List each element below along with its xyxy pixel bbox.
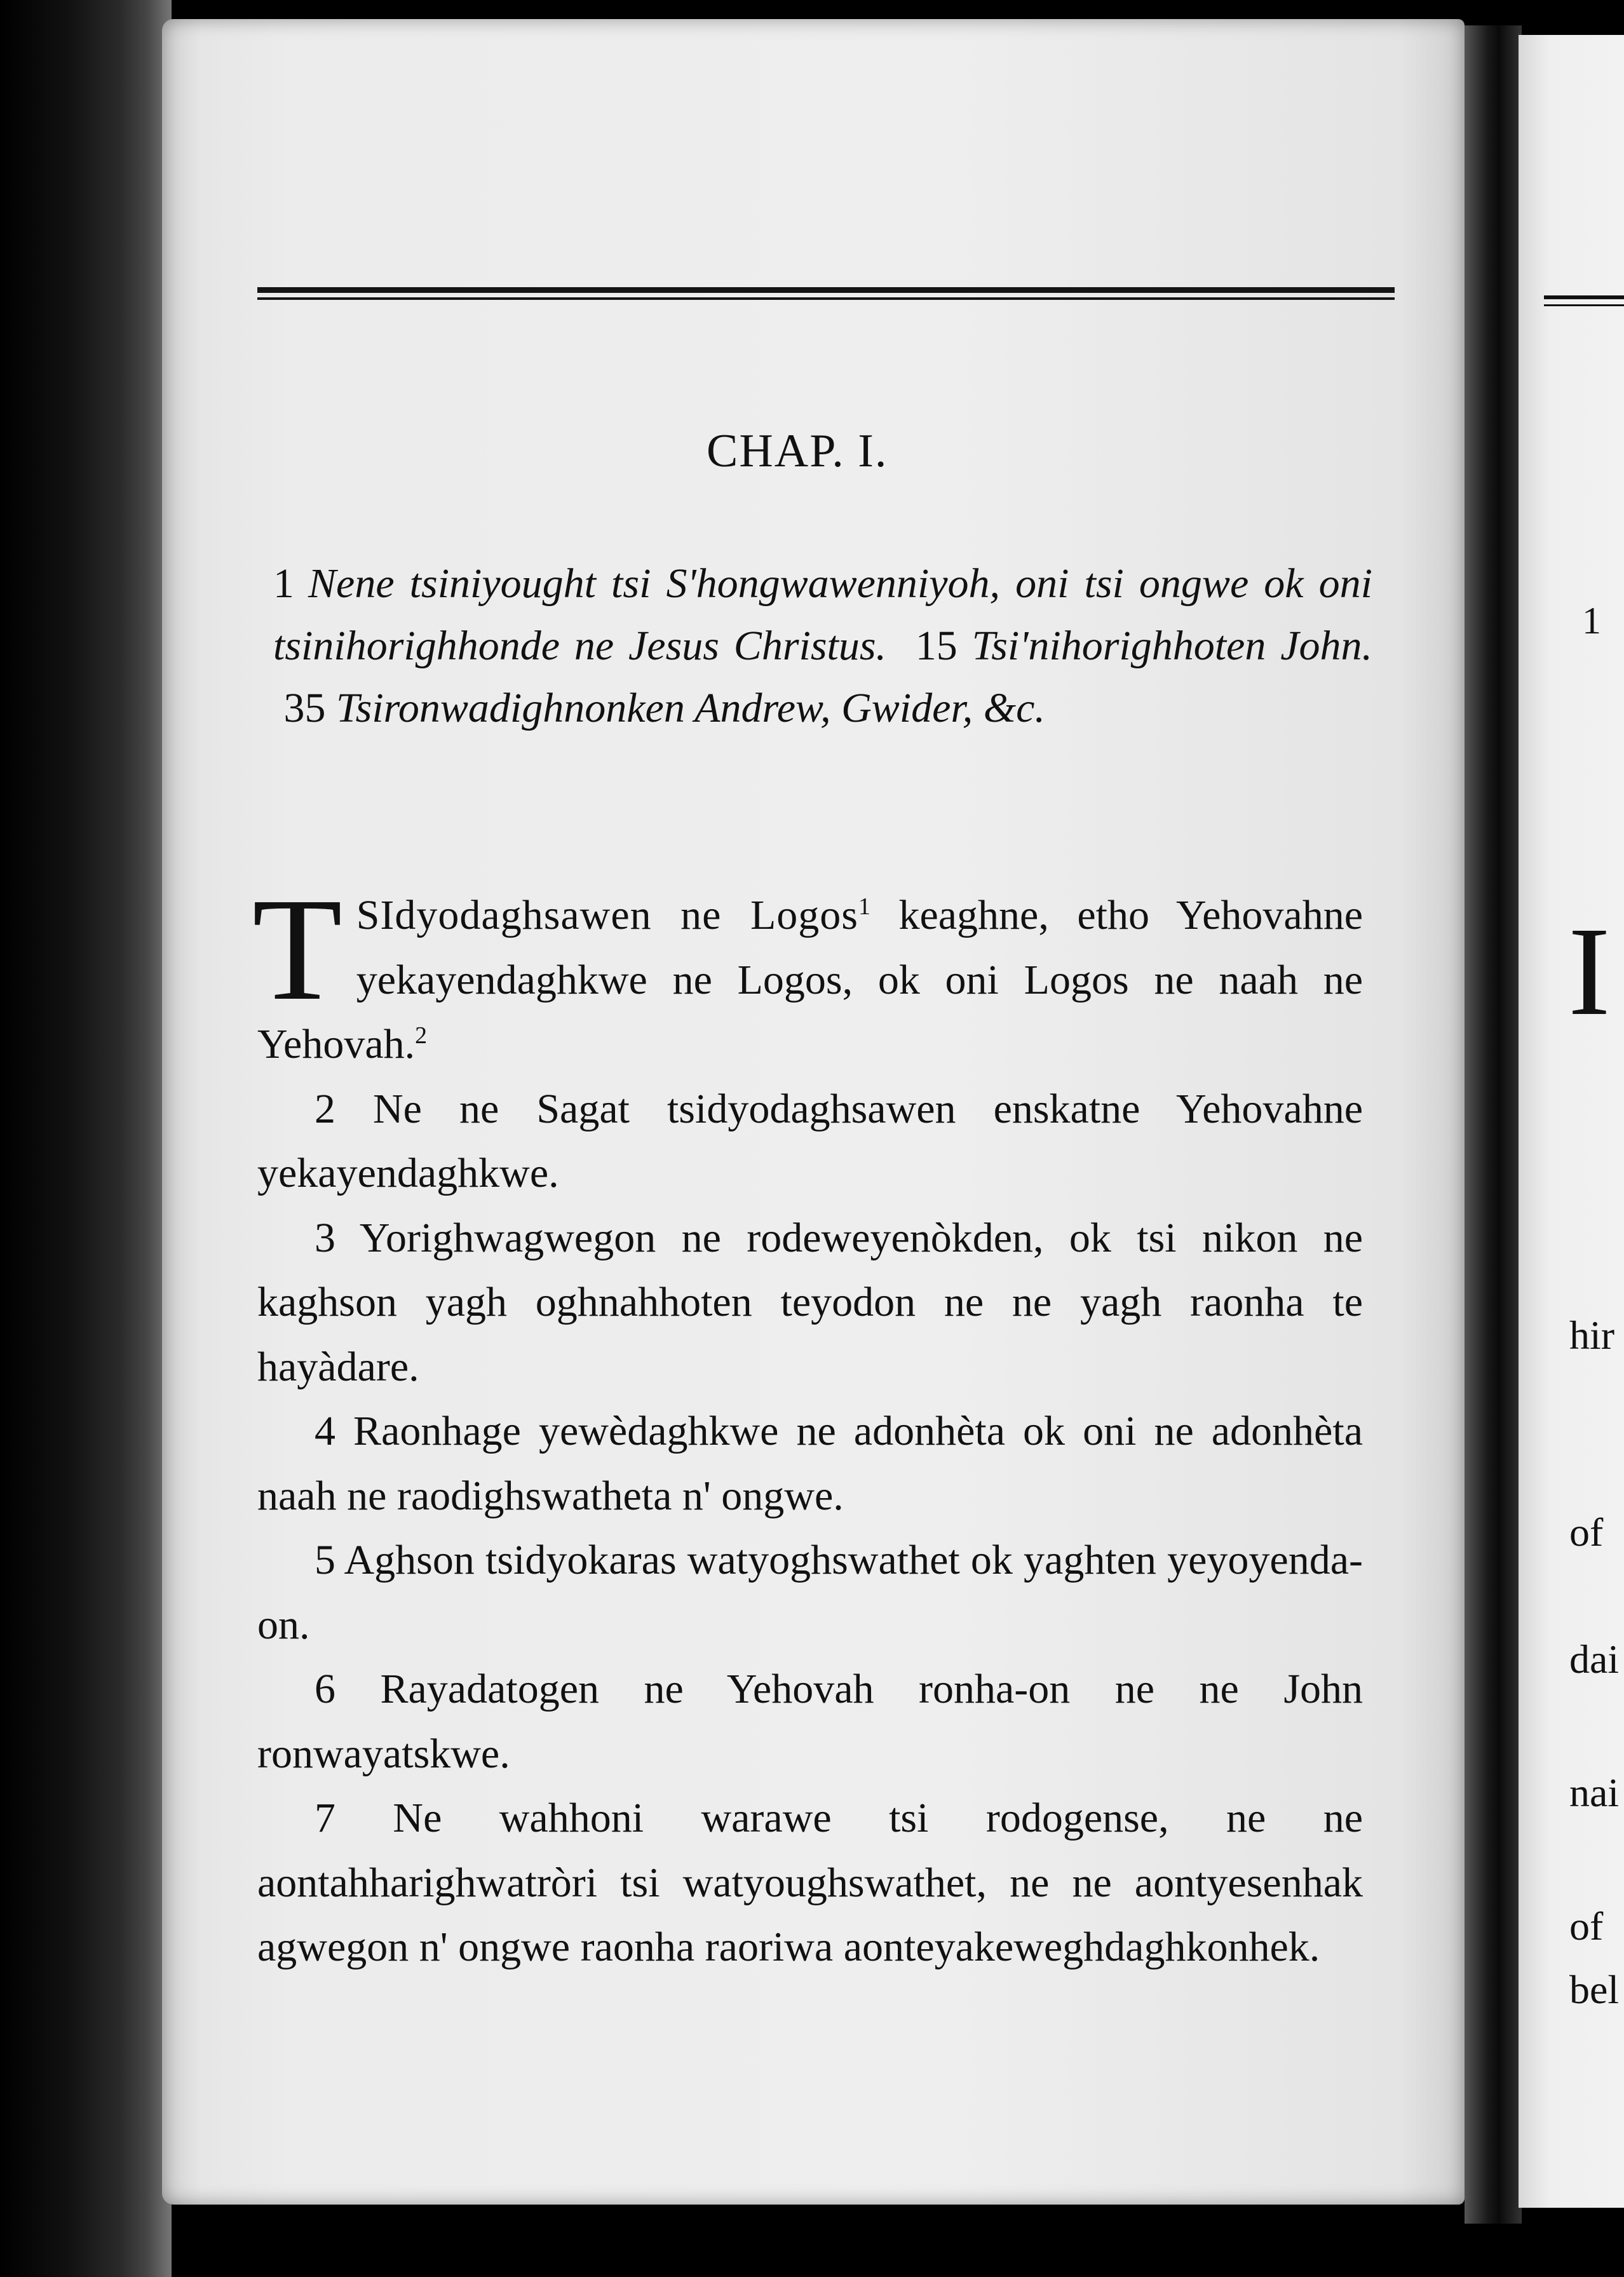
summary-verse-number-15: 15 (915, 623, 957, 669)
verse-3: 3 Yorighwagwegon ne rodeweyenòkden, ok tsi nikon ne kaghson yagh oghnahhoten teyodon ne ne yagh raonha te hayàdare. (257, 1214, 1363, 1390)
chapter-heading: CHAP. I. (707, 425, 888, 477)
book-binding (0, 0, 172, 2277)
footnote-marker-1: 1 (858, 893, 870, 920)
verse-5: 5 Aghson tsidyokaras watyoghswathet ok yaghten yeyoyenda-on. (257, 1537, 1363, 1648)
drop-cap: T (252, 868, 342, 1031)
facing-fragment: nai (1569, 1770, 1620, 1815)
book-page-right (1519, 35, 1624, 2208)
verse-4: 4 Raonhage yewèdaghkwe ne adonhèta ok oni ne adonhèta naah ne raodighswatheta n' ongwe. (257, 1408, 1363, 1519)
summary-text-part-3: Tsironwadighnonken Andrew, Gwider, &c. (336, 685, 1045, 731)
facing-fragment: of (1569, 1903, 1604, 1949)
verse-1-text: SIdyodaghsawen ne Logos (356, 892, 858, 938)
facing-header-rule (1544, 295, 1624, 306)
summary-verse-number-35: 35 (283, 685, 326, 731)
facing-fragment: hir (1569, 1313, 1615, 1358)
chapter-body (252, 868, 1363, 1980)
header-rule-thick (257, 287, 1395, 293)
facing-dropcap-fragment: I (1568, 902, 1611, 1042)
summary-text-part-2: Tsi'nihorighhoten John. (971, 623, 1372, 669)
header-rule-thin (257, 297, 1395, 300)
chapter-summary (273, 553, 1372, 740)
verse-2: 2 Ne ne Sagat tsidyodaghsawen enskatne Yehovahne yekayendaghkwe. (257, 1085, 1363, 1196)
footnote-marker-2: 2 (415, 1022, 428, 1049)
header-double-rule (257, 287, 1395, 302)
summary-text-part-1: Nene tsiniyought tsi S'hongwawenniyoh, oni tsi ongwe ok oni tsinihorighhonde ne Jesus Christus. (273, 560, 1372, 669)
summary-verse-number: 1 (273, 560, 294, 607)
page-gutter (1465, 25, 1522, 2224)
verse-1 (252, 868, 1363, 1077)
verse-1-text-continued: keaghne, etho Yehovahne yekayendaghkwe ne Logos, ok oni Logos ne naah ne Yehovah. (257, 892, 1363, 1067)
facing-fragment: of (1569, 1510, 1604, 1555)
facing-fragment: bel (1569, 1967, 1620, 2012)
verse-6: 6 Rayadatogen ne Yehovah ronha-on ne ne John ronwayatskwe. (257, 1666, 1363, 1777)
facing-fragment: 1 (1582, 600, 1601, 642)
facing-fragment: dai (1569, 1637, 1620, 1682)
verse-7: 7 Ne wahhoni warawe tsi rodogense, ne ne aontahharighwatròri tsi watyoughswathet, ne ne aontyesenhak agwegon n' ongwe raonha raoriwa aonteyakeweghdaghkonhek. (257, 1795, 1363, 1970)
